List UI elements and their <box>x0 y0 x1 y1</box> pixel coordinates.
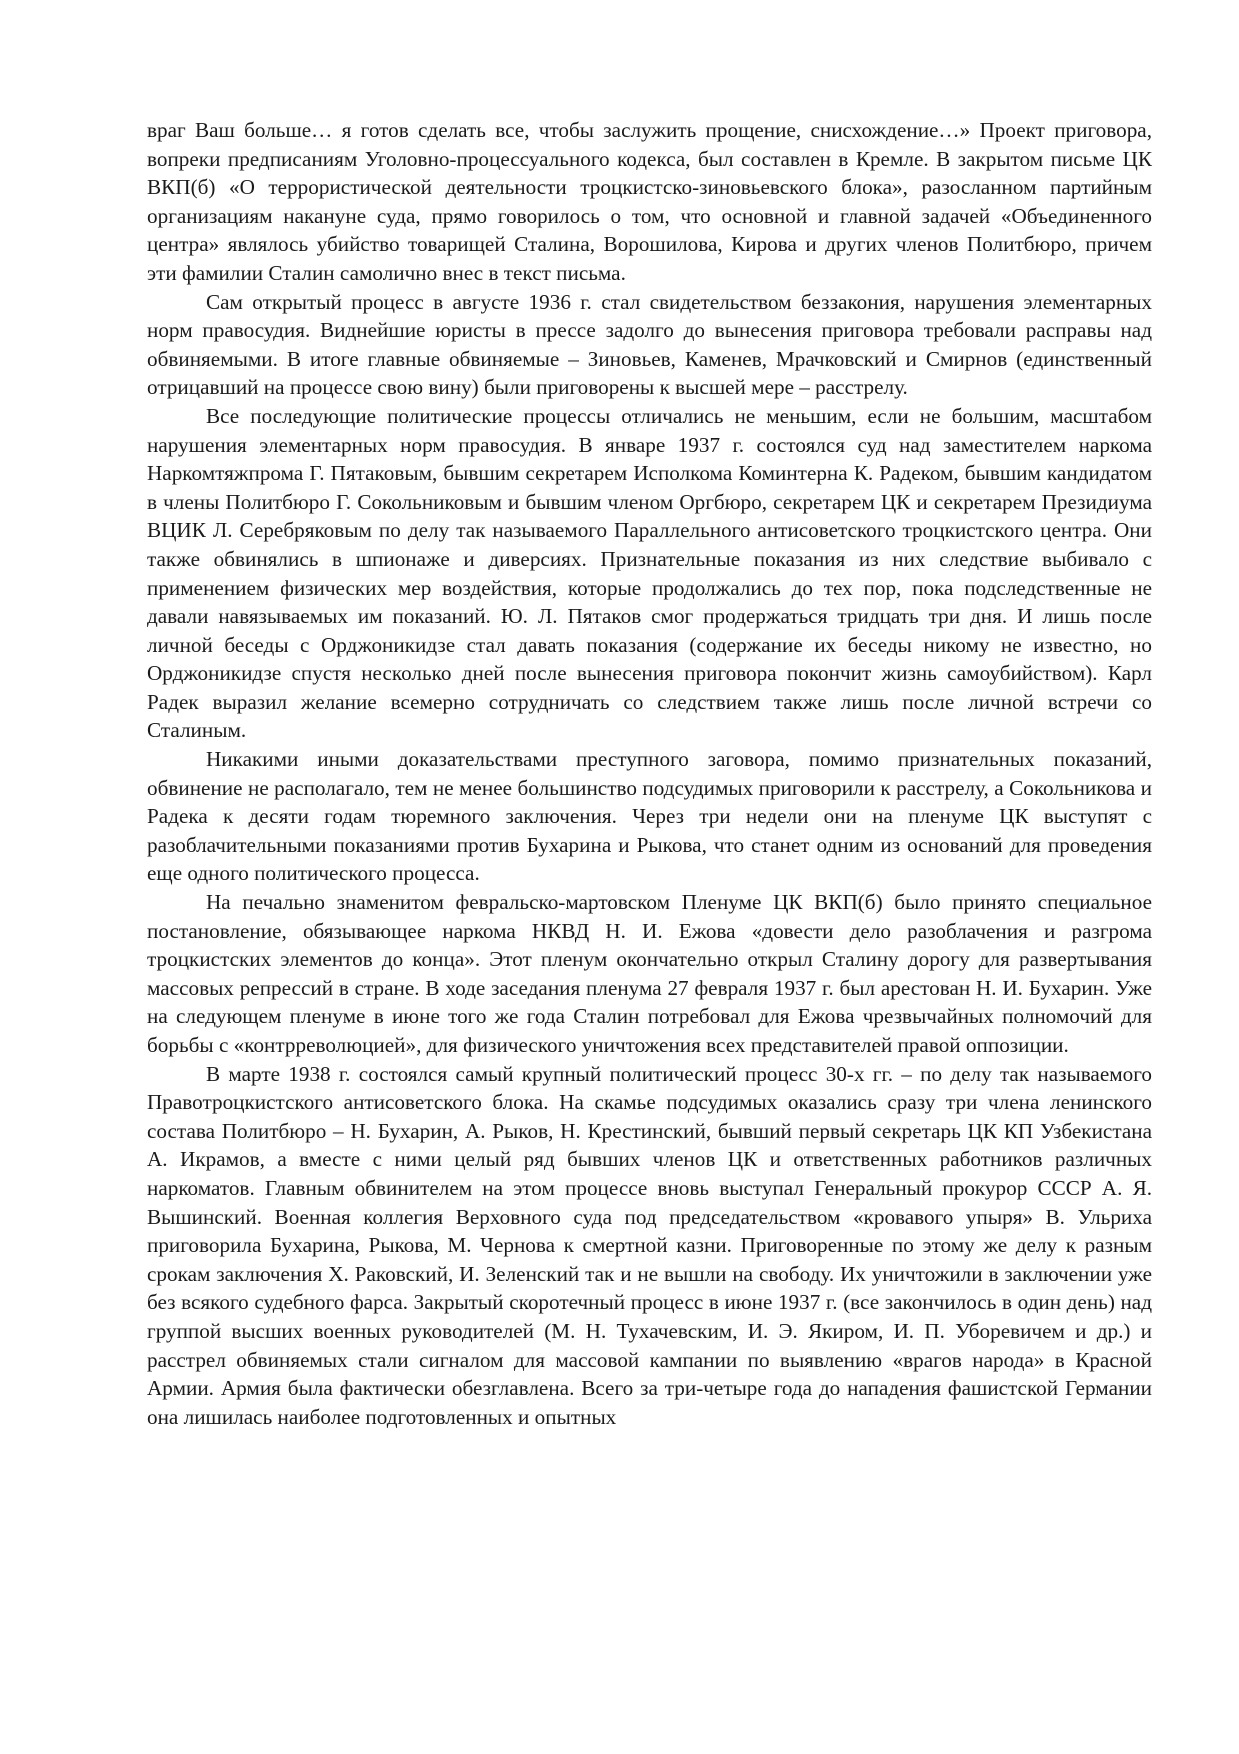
document-page <box>147 116 1152 1431</box>
paragraph-2: Сам открытый процесс в августе 1936 г. стал свидетельством беззакония, нарушения элементарных норм правосудия. Виднейшие юристы в прессе задолго до вынесения приговора требовали расправы над обвиняемыми. В итоге главные обвиняемые – Зиновьев, Каменев, Мрачковский и Смирнов (единственный отрицавший на процессе свою вину) были приговорены к высшей мере – расстрелу. <box>147 289 1152 400</box>
paragraph-4: Никакими иными доказательствами преступного заговора, помимо признательных показаний, обвинение не располагало, тем не менее большинство подсудимых приговорили к расстрелу, а Сокольникова и Радека к десяти годам тюремного заключения. Через три недели они на пленуме ЦК выступят с разоблачительными показаниями против Бухарина и Рыкова, что станет одним из оснований для проведения еще одного политического процесса. <box>147 747 1152 886</box>
paragraph-5: На печально знаменитом февральско-мартовском Пленуме ЦК ВКП(б) было принято специальное постановление, обязывающее наркома НКВД Н. И. Ежова «довести дело разоблачения и разгрома троцкистских элементов до конца». Этот пленум окончательно открыл Сталину дорогу для развертывания массовых репрессий в стране. В ходе заседания пленума 27 февраля 1937 г. был арестован Н. И. Бухарин. Уже на следующем пленуме в июне того же года Сталин потребовал для Ежова чрезвычайных полномочий для борьбы с «контрреволюцией», для физического уничтожения всех представителей правой оппозиции. <box>147 890 1152 1057</box>
paragraph-3: Все последующие политические процессы отличались не меньшим, если не большим, масштабом нарушения элементарных норм правосудия. В январе 1937 г. состоялся суд над заместителем наркома Наркомтяжпрома Г. Пятаковым, бывшим секретарем Исполкома Коминтерна К. Радеком, бывшим кандидатом в члены Политбюро Г. Сокольниковым и бывшим членом Оргбюро, секретарем ЦК и секретарем Президиума ВЦИК Л. Серебряковым по делу так называемого Параллельного антисоветского троцкистского центра. Они также обвинялись в шпионаже и диверсиях. Признательные показания из них следствие выбивало с применением физических мер воздействия, которые продолжались до тех пор, пока подследственные не давали навязываемых им показаний. Ю. Л. Пятаков смог продержаться тридцать три дня. И лишь после личной беседы с Орджоникидзе стал давать показания (содержание их беседы никому не известно, но Орджоникидзе спустя несколько дней после вынесения приговора покончит жизнь самоубийством). Карл Радек выразил желание всемерно сотрудничать со следствием также лишь после личной встречи со Сталиным. <box>147 403 1152 743</box>
paragraph-6: В марте 1938 г. состоялся самый крупный политический процесс 30-х гг. – по делу так называемого Правотроцкистского антисоветского блока. На скамье подсудимых оказались сразу три члена ленинского состава Политбюро – Н. Бухарин, А. Рыков, Н. Крестинский, бывший первый секретарь ЦК КП Узбекистана А. Икрамов, а вместе с ними целый ряд бывших членов ЦК и ответственных работников различных наркоматов. Главным обвинителем на этом процессе вновь выступал Генеральный прокурор СССР А. Я. Вышинский. Военная коллегия Верховного суда под председательством «кровавого упыря» В. Ульриха приговорила Бухарина, Рыкова, М. Чернова к смертной казни. Приговоренные по этому же делу к разным срокам заключения Х. Раковский, И. Зеленский так и не вышли на свободу. Их уничтожили в заключении уже без всякого судебного фарса. Закрытый скоротечный процесс в июне 1937 г. (все закончилось в один день) над группой высших военных руководителей (М. Н. Тухачевским, И. Э. Якиром, И. П. Уборевичем и др.) и расстрел обвиняемых стали сигналом для массовой кампании по выявлению «врагов народа» в Красной Армии. Армия была фактически обезглавлена. Всего за три-четыре года до нападения фашистской Германии она лишилась наиболее подготовленных и опытных <box>147 1061 1152 1429</box>
paragraph-1: враг Ваш больше… я готов сделать все, чтобы заслужить прощение, снисхождение…» Проект приговора, вопреки предписаниям Уголовно-процессуального кодекса, был составлен в Кремле. В закрытом письме ЦК ВКП(б) «О террористической деятельности троцкистско-зиновьевского блока», разосланном партийным организациям накануне суда, прямо говорилось о том, что основной и главной задачей «Объединенного центра» являлось убийство товарищей Сталина, Ворошилова, Кирова и других членов Политбюро, причем эти фамилии Сталин самолично внес в текст письма. <box>147 118 1152 285</box>
